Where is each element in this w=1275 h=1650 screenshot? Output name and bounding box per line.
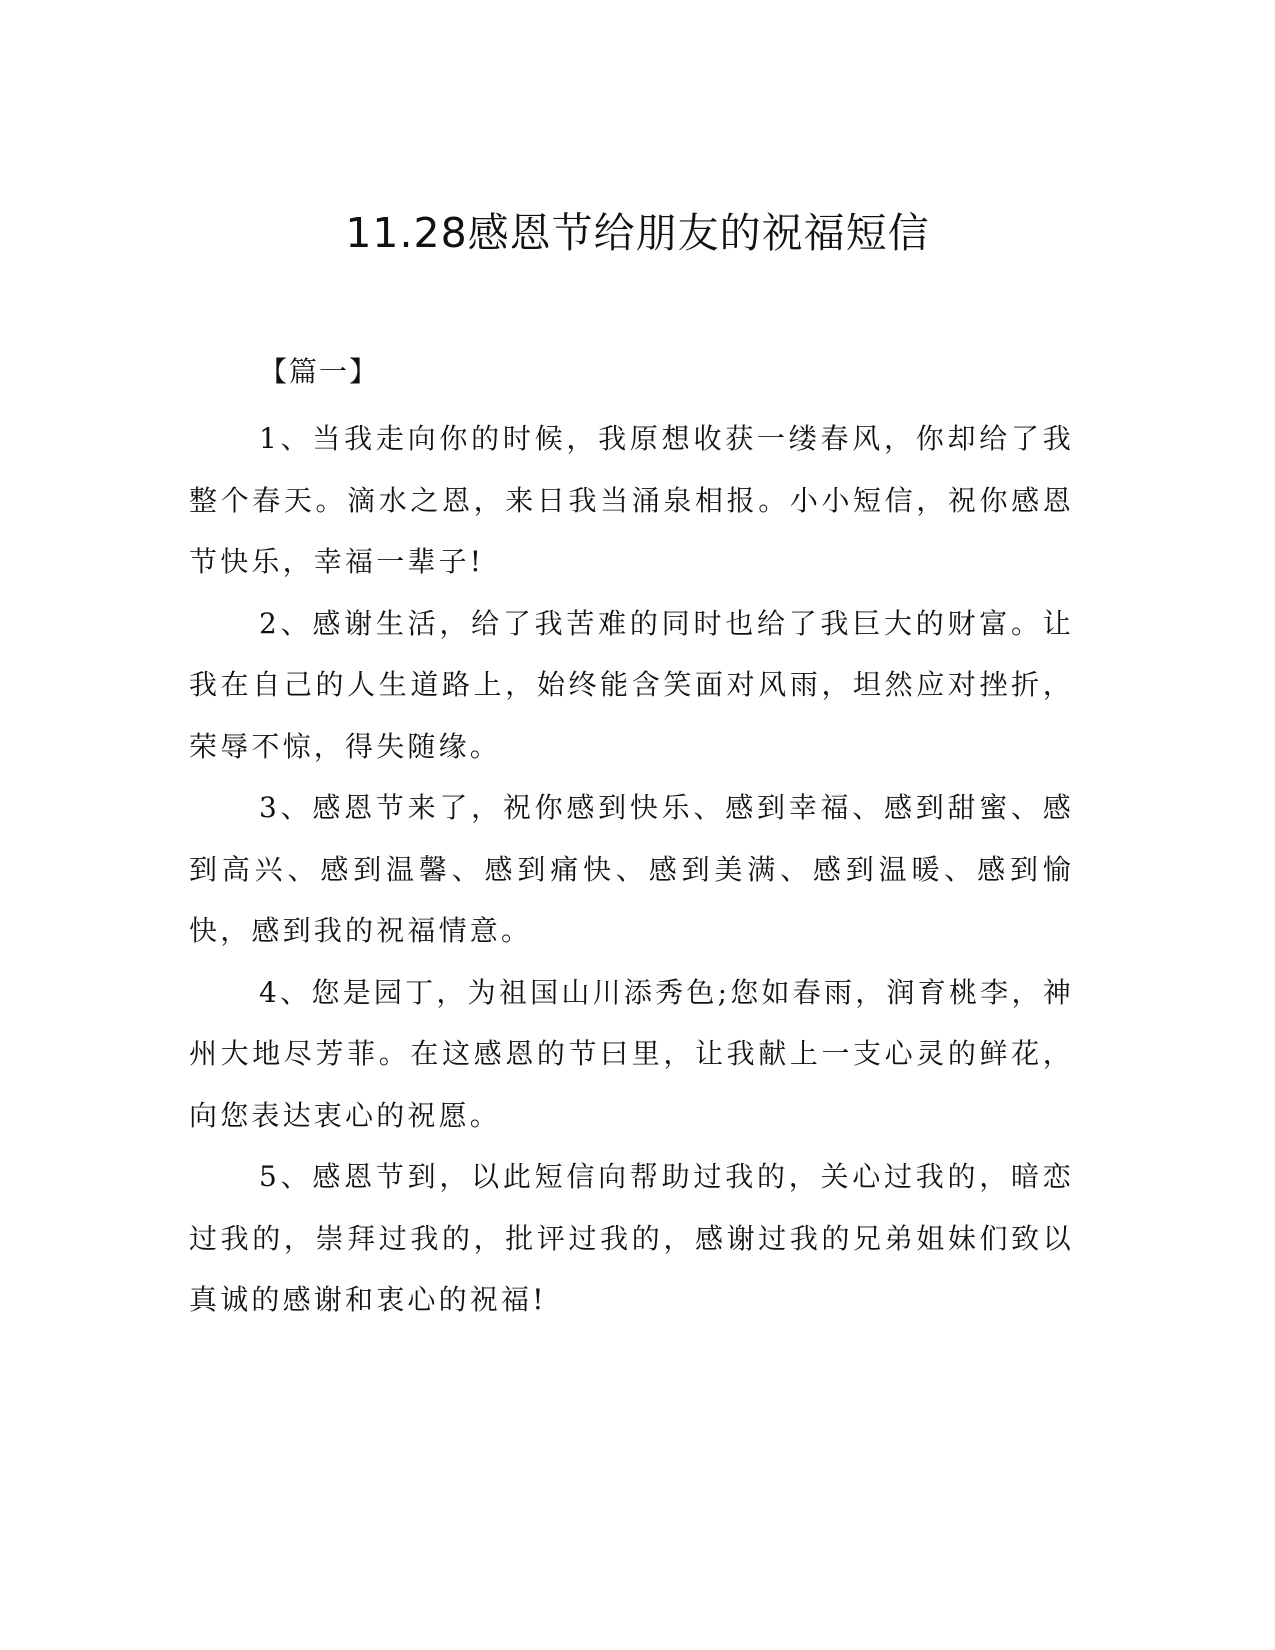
paragraph-1: 1、当我走向你的时候，我原想收获一缕春风，你却给了我整个春天。滴水之恩，来日我当涌泉相报。小小短信，祝你感恩节快乐，幸福一辈子!	[189, 422, 1074, 578]
paragraph-5: 5、感恩节到，以此短信向帮助过我的，关心过我的，暗恋过我的，崇拜过我的，批评过我的，感谢过我的兄弟姐妹们致以真诚的感谢和衷心的祝福!	[189, 1160, 1074, 1316]
paragraph-3: 3、感恩节来了，祝你感到快乐、感到幸福、感到甜蜜、感到高兴、感到温馨、感到痛快、感到美满、感到温暖、感到愉快，感到我的祝福情意。	[189, 791, 1074, 947]
document-title: 11.28感恩节给朋友的祝福短信	[345, 209, 930, 257]
section-one	[189, 350, 1074, 1331]
section-label: 【篇一】	[259, 355, 380, 388]
paragraph-2: 2、感谢生活，给了我苦难的同时也给了我巨大的财富。让我在自己的人生道路上，始终能含笑面对风雨，坦然应对挫折，荣辱不惊，得失随缘。	[189, 606, 1074, 763]
paragraph-4: 4、您是园丁，为祖国山川添秀色;您如春雨，润育桃李，神州大地尽芳菲。在这感恩的节曰里，让我献上一支心灵的鲜花，向您表达衷心的祝愿。	[189, 975, 1074, 1132]
